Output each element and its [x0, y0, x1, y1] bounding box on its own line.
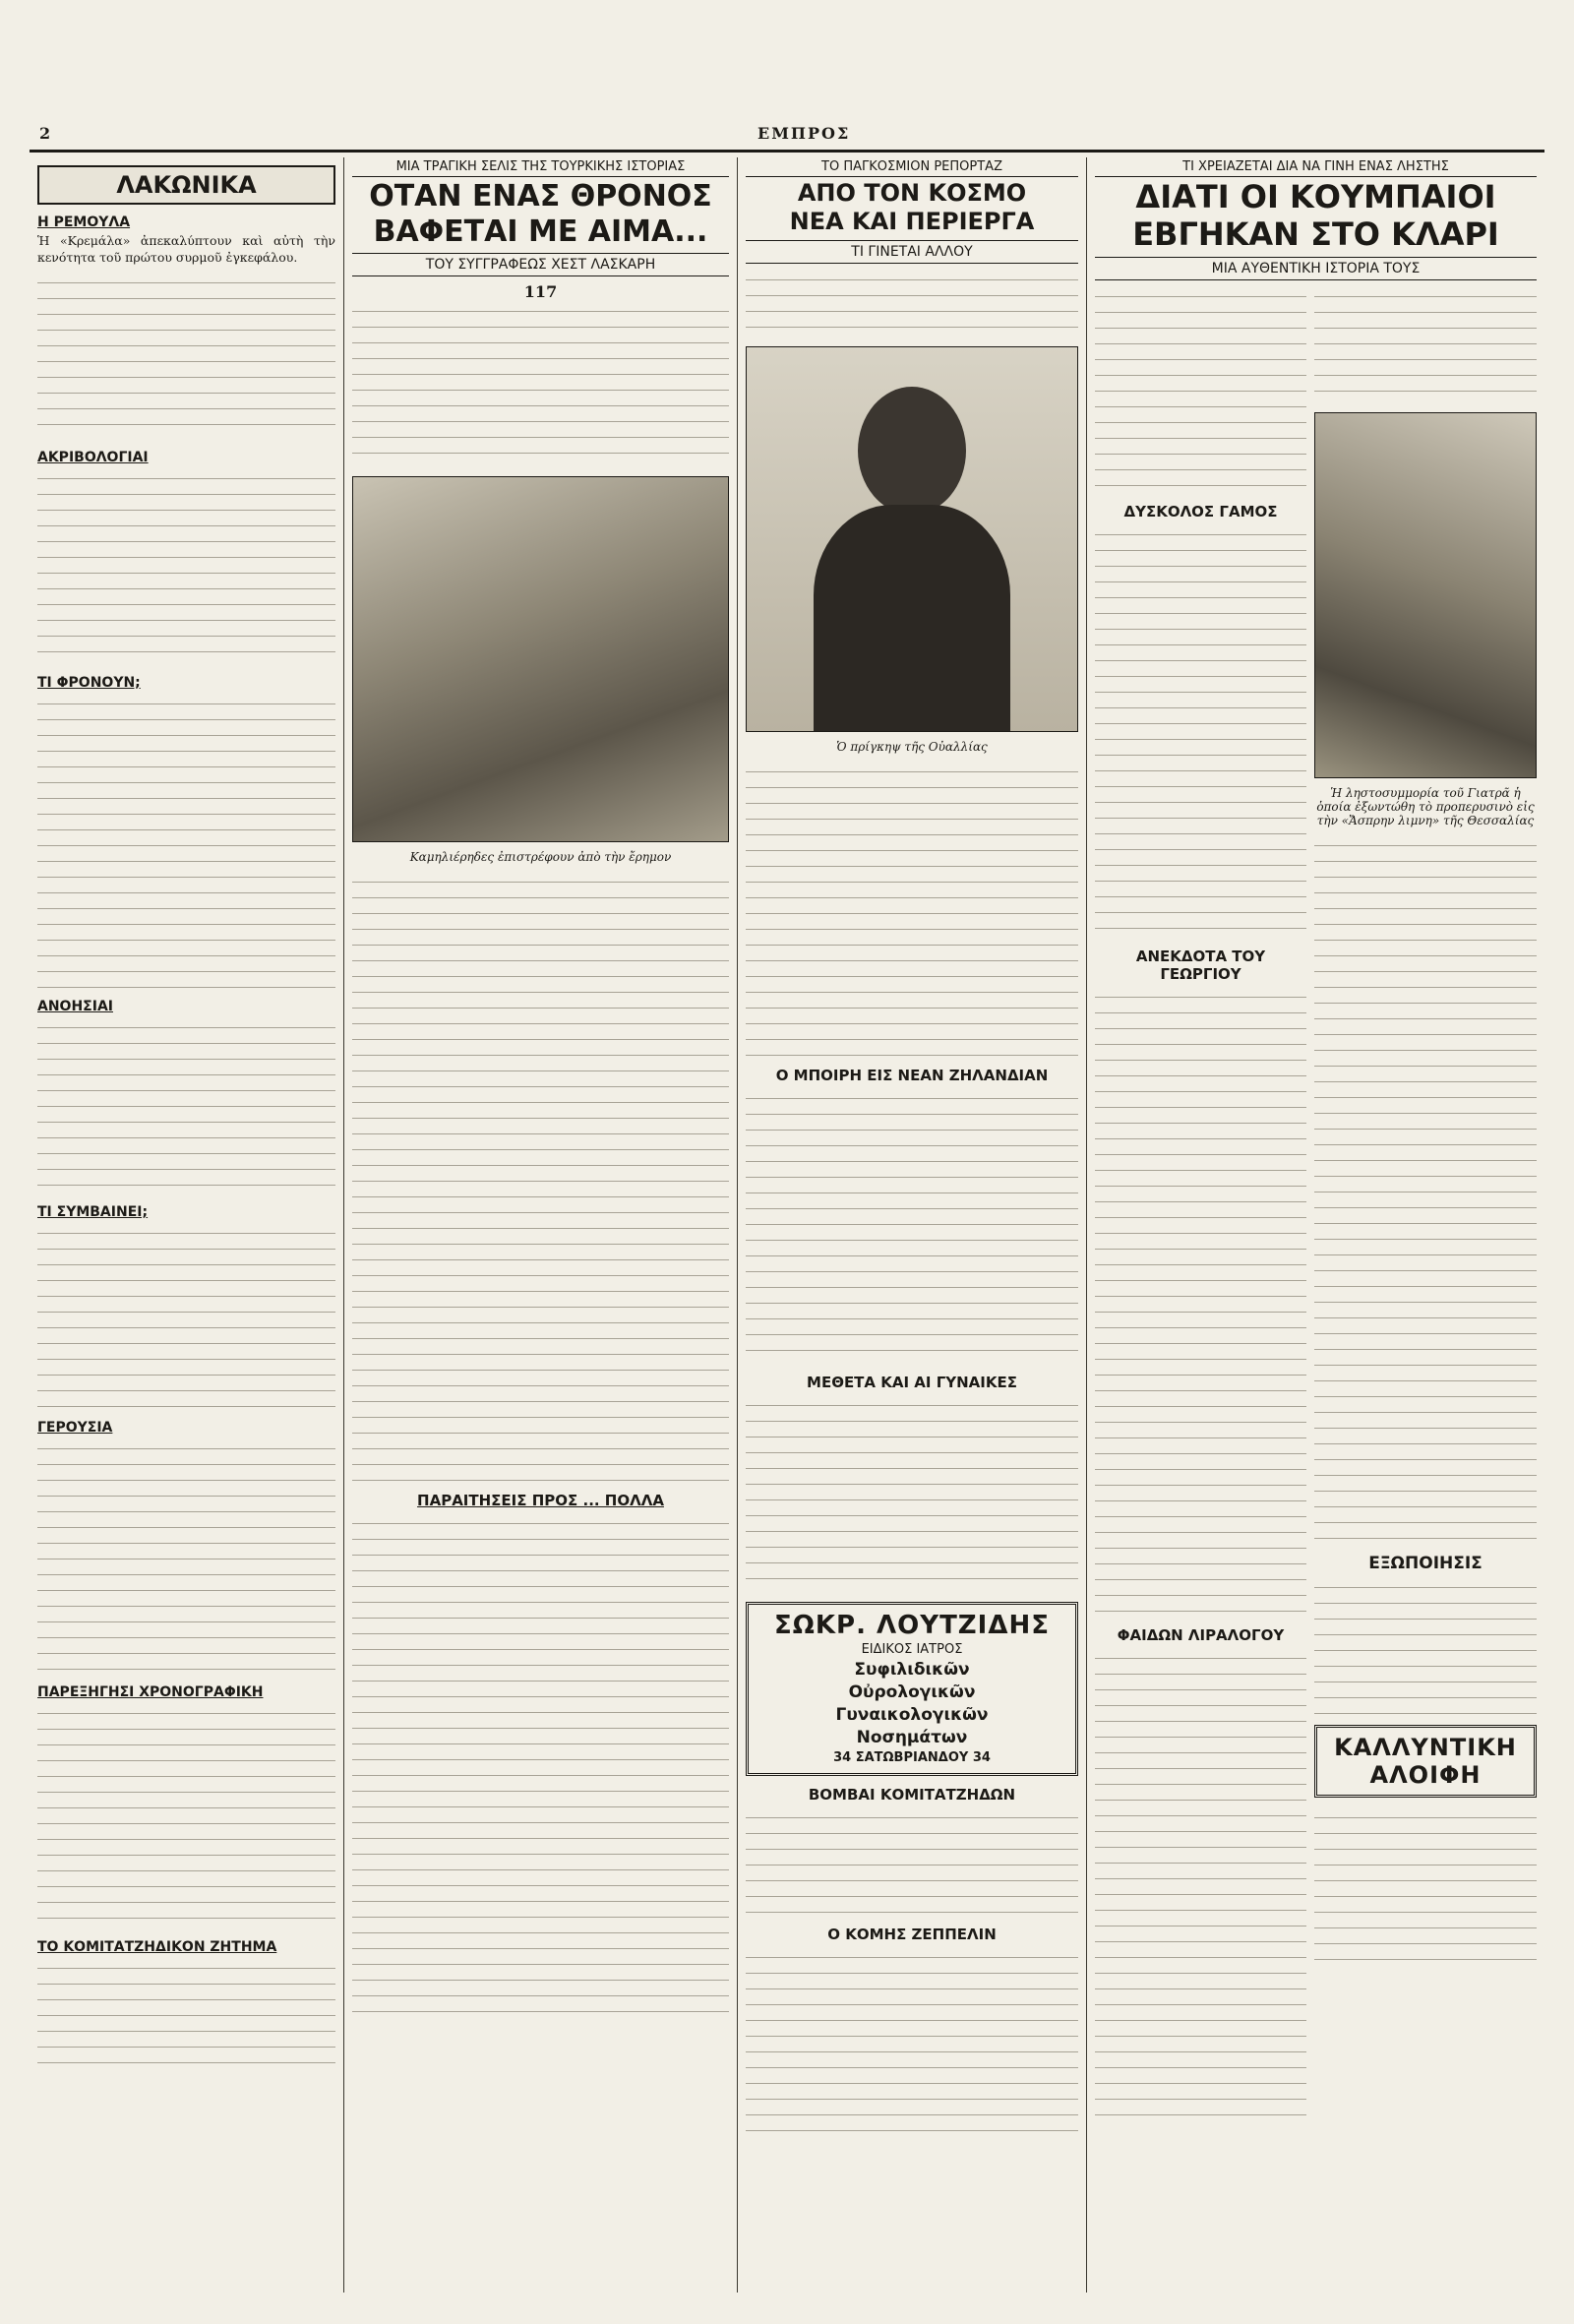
text-block: [1314, 1807, 1537, 1965]
text-block: [746, 762, 1078, 1057]
text-block: [746, 270, 1078, 338]
article-byline: ΤΟΥ ΣΥΓΓΡΑΦΕΩΣ ΧΕΣΤ ΛΑΣΚΑΡΗ: [352, 253, 729, 276]
item-title: ΠΑΡΕΞΗΓΗΣΙ ΧΡΟΝΟΓΡΑΦΙΚΗ: [37, 1683, 264, 1700]
text-block: [37, 273, 335, 440]
subheading: Ο ΚΟΜΗΣ ΖΕΠΠΕΛΙΝ: [827, 1926, 997, 1944]
text-block: [1314, 835, 1537, 1544]
ad-title: ΚΑΛΛΥΝΤΙΚΗ: [1334, 1734, 1517, 1762]
article-lead: Ἡ «Κρεμάλα» ἀπεκαλύπτουν καὶ αὐτὴ τὴν κενότητα τοῦ πρώτου συρμοῦ ἐγκεφάλου.: [37, 233, 335, 265]
item-title: ΓΕΡΟΥΣΙΑ: [37, 1419, 113, 1436]
text-block: [352, 872, 729, 1482]
item-title: ΤΙ ΣΥΜΒΑΙΝΕΙ;: [37, 1203, 149, 1220]
subheading: ΒΟΜΒΑΙ ΚΟΜΙΤΑΤΖΗΔΩΝ: [808, 1786, 1016, 1804]
subheading: ΑΝΕΚΔΟΤΑ ΤΟΥ ΓΕΩΡΓΙΟΥ: [1135, 948, 1266, 984]
text-block: [352, 301, 729, 468]
portrait-uniform: [814, 505, 1010, 731]
ointment-advertisement: [1314, 1725, 1537, 1798]
item-title: Η ΡΕΜΟΥΛΑ: [37, 214, 131, 230]
article-kicker: ΤΙ ΧΡΕΙΑΖΕΤΑΙ ΔΙΑ ΝΑ ΓΙΝΗ ΕΝΑΣ ΛΗΣΤΗΣ: [1095, 157, 1537, 177]
text-block: [746, 1395, 1078, 1592]
bandits-photo: [1314, 412, 1537, 778]
ad-title: ΕΙΔΙΚΟΣ ΙΑΤΡΟΣ: [861, 1642, 963, 1658]
article-kicker: ΜΙΑ ΤΡΑΓΙΚΗ ΣΕΛΙΣ ΤΗΣ ΤΟΥΡΚΙΚΗΣ ΙΣΤΟΡΙΑΣ: [352, 157, 729, 177]
article-byline: ΜΙΑ ΑΥΘΕΝΤΙΚΗ ΙΣΤΟΡΙΑ ΤΟΥΣ: [1095, 257, 1537, 280]
text-block: [37, 1703, 335, 1929]
item-title: ΑΚΡΙΒΟΛΟΓΙΑΙ: [37, 449, 149, 465]
article-headline: ΝΕΑ ΚΑΙ ΠΕΡΙΕΡΓΑ: [789, 208, 1035, 236]
text-block: [37, 1438, 335, 1675]
column-world-news: [738, 157, 1087, 2293]
ad-name: ΣΩΚΡ. ΛΟΥΤΖΙΔΗΣ: [774, 1611, 1050, 1641]
text-block: [37, 1017, 335, 1194]
photo-caption: Ἡ ληστοσυμμορία τοῦ Γιατρᾶ ἡ ὁποία ἐξωντώθη τὸ προπερυσινὸ εἰς τὴν «Ἄσπρην λιμνη» τῆς Θεσσαλίας: [1316, 786, 1535, 828]
text-block: [37, 694, 335, 989]
text-block: [352, 1513, 729, 2025]
article-kicker: ΤΟ ΠΑΓΚΟΣΜΙΟΝ ΡΕΠΟΡΤΑΖ: [746, 157, 1078, 177]
item-title: ΤΟ ΚΟΜΙΤΑΤΖΗΔΙΚΟΝ ΖΗΤΗΜΑ: [37, 1938, 277, 1955]
chapter-number: 117: [523, 282, 558, 301]
text-block: [746, 1947, 1078, 2144]
text-block: [1095, 1648, 1306, 2120]
subheading: Ο ΜΠΟΙΡΗ ΕΙΣ ΝΕΑΝ ΖΗΛΑΝΔΙΑΝ: [775, 1067, 1049, 1085]
ad-line: Συφιλιδικῶν: [854, 1660, 970, 1681]
subheading: ΜΕΘΕΤΑ ΚΑΙ ΑΙ ΓΥΝΑΙΚΕΣ: [807, 1374, 1017, 1392]
text-block: [746, 1807, 1078, 1916]
article-headline: ΟΤΑΝ ΕΝΑΣ ΘΡΟΝΟΣ: [369, 179, 712, 214]
ad-line: Γυναικολογικῶν: [835, 1705, 989, 1726]
ad-line: Νοσημάτων: [856, 1728, 968, 1748]
column-bandits: [1087, 157, 1544, 2293]
subheading: ΔΥΣΚΟΛΟΣ ΓΑΜΟΣ: [1123, 503, 1278, 521]
column-turkish-history: [344, 157, 738, 2293]
text-block: [1314, 286, 1537, 404]
text-block: [37, 1958, 335, 2076]
article-headline: ΒΑΦΕΤΑΙ ΜΕ ΑΙΜΑ...: [373, 214, 708, 249]
text-block: [1095, 524, 1306, 938]
text-block: [746, 1088, 1078, 1364]
section-title: ΛΑΚΩΝΙΚΑ: [37, 165, 335, 205]
article-headline: ΑΠΟ ΤΟΝ ΚΟΣΜΟ: [797, 179, 1027, 207]
text-block: [37, 468, 335, 665]
article-byline: ΤΙ ΓΙΝΕΤΑΙ ΑΛΛΟΥ: [746, 240, 1078, 264]
column-lakonika: [30, 157, 344, 2293]
doctor-advertisement: [746, 1602, 1078, 1776]
ad-title: ΑΛΟΙΦΗ: [1369, 1761, 1482, 1790]
text-block: [1095, 987, 1306, 1617]
newspaper-name: ΕΜΠΡΟΣ: [757, 124, 851, 143]
ad-address: 34 ΣΑΤΩΒΡΙΑΝΔΟΥ 34: [833, 1750, 991, 1766]
photo-caption: Ὁ πρίγκηψ τῆς Οὐαλλίας: [836, 740, 988, 755]
subheading: ΦΑΙΔΩΝ ΛΙΡΑΛΟΓΟΥ: [1117, 1626, 1285, 1645]
item-title: ΑΝΟΗΣΙΑΙ: [37, 998, 113, 1014]
prince-portrait: [746, 346, 1078, 732]
article-headline: ΕΒΓΗΚΑΝ ΣΤΟ ΚΛΑΡΙ: [1132, 214, 1499, 253]
page-number: 2: [39, 124, 51, 143]
text-block: [1314, 1577, 1537, 1715]
camel-photo: [352, 476, 729, 842]
ad-line: Οὐρολογικῶν: [848, 1682, 976, 1703]
masthead: [30, 124, 1544, 153]
text-block: [1095, 286, 1306, 493]
subheading: ΠΑΡΑΙΤΗΣΕΙΣ ΠΡΟΣ ... ΠΟΛΛΑ: [417, 1492, 664, 1509]
item-title: ΤΙ ΦΡΟΝΟΥΝ;: [37, 674, 141, 691]
text-block: [37, 1223, 335, 1410]
article-headline: ΔΙΑΤΙ ΟΙ ΚΟΥΜΠΑΙΟΙ: [1135, 178, 1496, 215]
portrait-head: [858, 387, 966, 515]
notice-title: ΕΞΩΠΟΙΗΣΙΣ: [1368, 1554, 1483, 1574]
photo-caption: Καμηλιέρηδες ἐπιστρέφουν ἀπὸ τὴν ἔρημον: [409, 850, 672, 864]
